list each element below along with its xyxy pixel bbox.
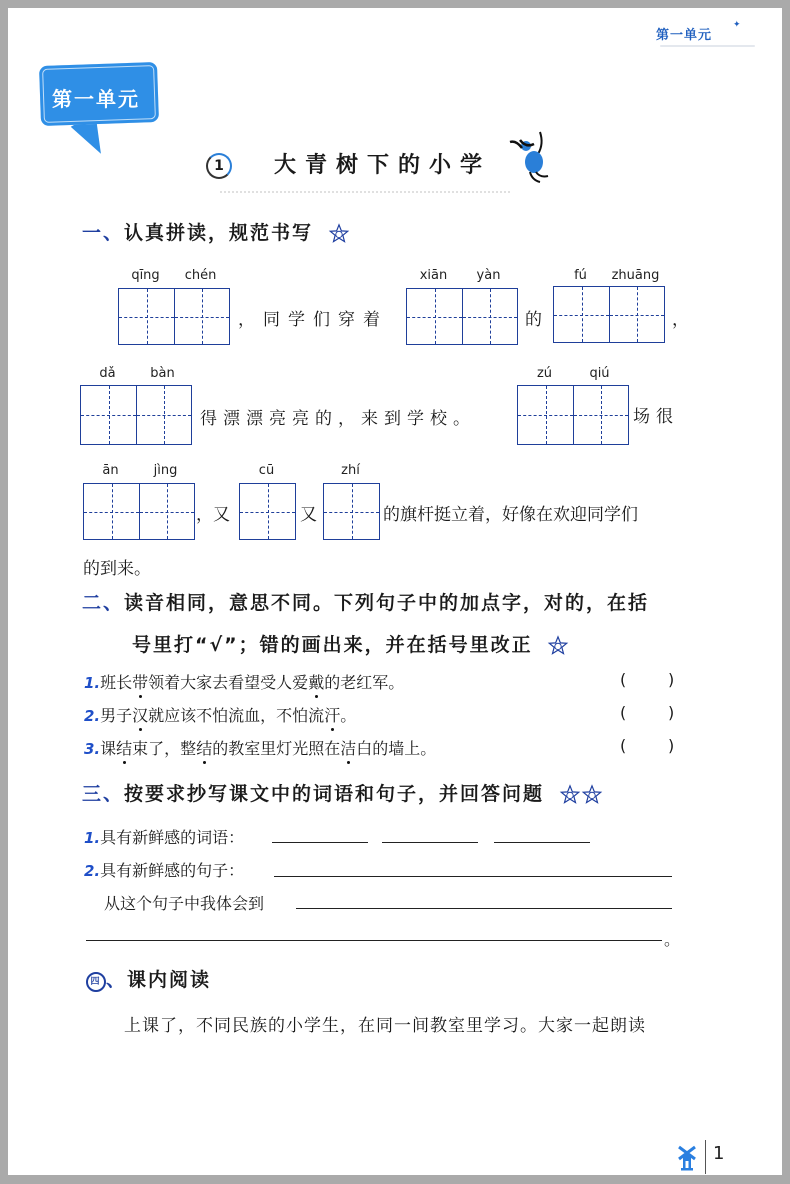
pinyin-label: zú (536, 366, 553, 381)
difficulty-star-icon (581, 784, 603, 806)
question-number: 2. (84, 862, 101, 880)
section-3-heading (82, 779, 603, 806)
writing-grid[interactable] (83, 483, 195, 540)
section-1-number: 一、 (82, 222, 125, 244)
sentence-text: 就应该不怕流血，不怕流 (148, 706, 325, 725)
writing-grid[interactable] (239, 483, 296, 540)
sentence-text: 领着大家去看望受人爱 (148, 673, 309, 692)
writing-grid[interactable] (323, 483, 380, 540)
sentence-text: 束了，整 (132, 739, 197, 758)
difficulty-star-icon (547, 635, 569, 657)
question-2-1 (84, 670, 404, 693)
difficulty-star-icon (559, 784, 581, 806)
writing-grid[interactable] (553, 286, 665, 343)
section-2-heading (82, 588, 649, 615)
sentence-text: 的旗杆挺立着，好像在欢迎同学们 (383, 505, 638, 525)
sentence-text: 的到来。 (83, 559, 151, 579)
pinyin-label: xiān (419, 268, 448, 283)
dotted-character: 戴 (308, 673, 325, 692)
section-4-heading (86, 965, 211, 992)
writing-cell[interactable] (573, 386, 628, 444)
answer-paren-open[interactable]: ( (620, 670, 627, 689)
answer-paren-close[interactable]: ) (668, 736, 675, 755)
sentence-text: 男子 (100, 706, 133, 725)
running-head: 第一单元 (656, 28, 713, 43)
dancing-figure-icon (506, 130, 556, 186)
pinyin-label: zhí (341, 463, 360, 478)
end-period: 。 (664, 930, 681, 949)
lesson-title: 大青树下的小学 (274, 153, 492, 178)
sentence-text: 的教室里灯光照在 (212, 739, 341, 758)
section-1-heading (82, 218, 350, 245)
sentence-text: 的老红军。 (324, 673, 405, 692)
writing-cell[interactable] (174, 289, 229, 344)
question-label: 具有新鲜感的句子： (100, 861, 245, 880)
section-3-title: 按要求抄写课文中的词语和句子，并回答问题 (124, 783, 545, 805)
sparkle-icon: ✦ (733, 20, 741, 30)
section-2-title-line2: 号里打“√”；错的画出来，并在括号里改正 (132, 634, 533, 656)
section-2-title-line1: 读音相同，意思不同。下列句子中的加点字，对的，在括 (124, 592, 650, 614)
section-4-number: 四 (86, 972, 106, 992)
answer-blank[interactable] (274, 875, 672, 877)
section-1-title: 认真拼读，规范书写 (124, 222, 314, 244)
sentence-text: 。 (340, 706, 357, 725)
question-3-2 (84, 858, 244, 881)
lesson-number-badge: 1 (206, 153, 232, 179)
answer-blank[interactable] (494, 841, 590, 843)
answer-blank[interactable] (272, 841, 368, 843)
dotted-character: 带 (132, 673, 149, 692)
sentence-text: 场很 (633, 407, 679, 427)
writing-cell[interactable] (609, 287, 664, 342)
pinyin-label: yàn (476, 268, 501, 283)
footer-divider (705, 1140, 706, 1174)
dotted-character: 洁 (340, 739, 357, 758)
writing-cell[interactable] (119, 289, 174, 344)
pinyin-label: jìng (153, 463, 178, 478)
reading-passage: 上课了，不同民族的小学生，在同一间教室里学习。大家一起朗读 (124, 1016, 646, 1036)
question-number: 2. (84, 707, 101, 725)
dotted-character: 汗 (324, 706, 341, 725)
title-wave-decoration (220, 185, 510, 193)
writing-cell[interactable] (554, 287, 609, 342)
writing-cell[interactable] (518, 386, 573, 444)
windmill-icon (676, 1144, 698, 1172)
sentence-text: 的 (525, 310, 542, 330)
sentence-text: ，同学们穿着 (238, 310, 388, 330)
pinyin-label: cū (258, 463, 275, 478)
dotted-character: 汉 (132, 706, 149, 725)
question-2-2 (84, 703, 356, 726)
pinyin-label: dǎ (99, 366, 116, 381)
unit-label: 第一单元 (52, 87, 140, 111)
pinyin-label: fú (574, 268, 587, 283)
question-number: 1. (84, 674, 101, 692)
answer-blank[interactable] (86, 939, 662, 941)
writing-cell[interactable] (407, 289, 462, 344)
question-label: 具有新鲜感的词语： (100, 828, 245, 847)
answer-blank[interactable] (382, 841, 478, 843)
pinyin-label: qiú (589, 366, 610, 381)
running-head-underline (660, 45, 755, 47)
writing-cell[interactable] (136, 386, 191, 444)
writing-grid[interactable] (406, 288, 518, 345)
writing-cell[interactable] (139, 484, 194, 539)
writing-grid[interactable] (118, 288, 230, 345)
section-4-separator: 、 (106, 969, 128, 991)
answer-blank[interactable] (296, 907, 672, 909)
answer-paren-close[interactable]: ) (668, 703, 675, 722)
section-4-title: 课内阅读 (127, 969, 212, 991)
sentence-text: 得漂漂亮亮的，来到学校。 (200, 409, 476, 429)
section-2-heading-cont (132, 630, 569, 657)
writing-grid[interactable] (517, 385, 629, 445)
answer-paren-close[interactable]: ) (668, 670, 675, 689)
sentence-text: ，又 (196, 505, 230, 525)
answer-paren-open[interactable]: ( (620, 736, 627, 755)
writing-cell[interactable] (462, 289, 517, 344)
sentence-text: 又 (300, 505, 317, 525)
page-number: 1 (713, 1143, 725, 1164)
writing-cell[interactable] (84, 484, 139, 539)
dotted-character: 结 (116, 739, 133, 758)
question-3-1 (84, 825, 244, 848)
sentence-text: ， (672, 310, 689, 330)
question-number: 3. (84, 740, 101, 758)
pinyin-label: qīng (131, 268, 160, 283)
dotted-character: 结 (196, 739, 213, 758)
writing-cell[interactable] (240, 484, 295, 539)
sentence-text: 白的墙上。 (356, 739, 437, 758)
pinyin-label: zhuāng (611, 268, 660, 283)
question-2-3 (84, 736, 436, 759)
difficulty-star-icon (328, 223, 350, 245)
question-number: 1. (84, 829, 101, 847)
pinyin-label: chén (184, 268, 217, 283)
pinyin-label: ān (102, 463, 119, 478)
writing-grid[interactable] (80, 385, 192, 445)
sentence-text: 班长 (100, 673, 133, 692)
sentence-text: 课 (100, 739, 117, 758)
answer-paren-open[interactable]: ( (620, 703, 627, 722)
section-3-number: 三、 (82, 783, 125, 805)
writing-cell[interactable] (81, 386, 136, 444)
question-3-3: 从这个句子中我体会到 (104, 894, 265, 913)
section-2-number: 二、 (82, 592, 125, 614)
writing-cell[interactable] (324, 484, 379, 539)
pinyin-label: bàn (150, 366, 175, 381)
